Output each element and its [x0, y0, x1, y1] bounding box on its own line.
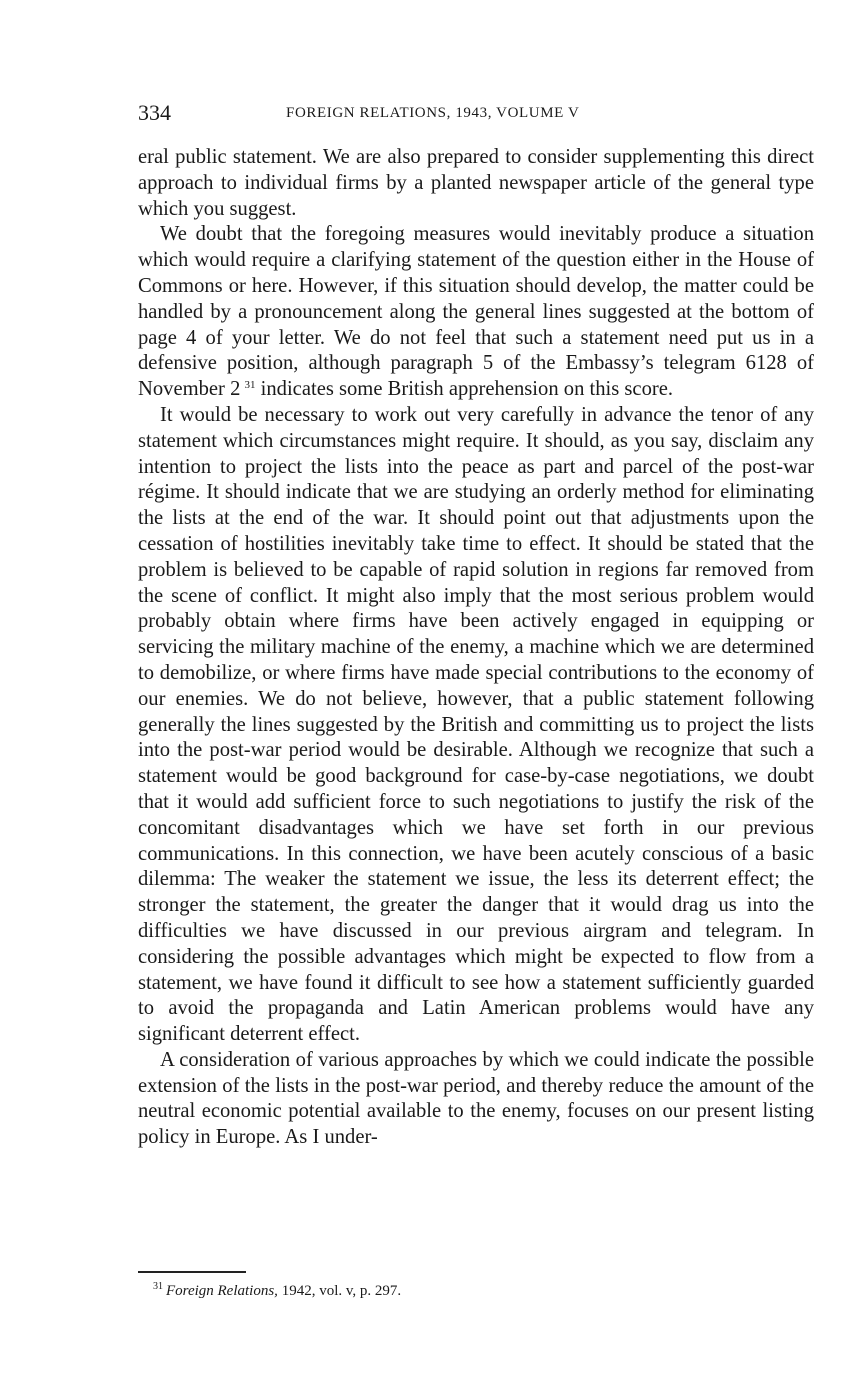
footnote	[153, 1281, 401, 1300]
footnote-reference[interactable]: 31	[244, 379, 256, 392]
paragraph-1: eral public statement. We are also prepared to consider supplementing this direct approach to individual firms by a planted newspaper article of the general type which you suggest.	[138, 146, 814, 220]
body-text	[138, 145, 814, 1151]
footnote-citation: 1942, vol. v, p. 297.	[277, 1283, 402, 1299]
page-header	[138, 100, 814, 126]
page-number: 334	[138, 100, 171, 125]
footnote-source-title: Foreign Relations,	[166, 1283, 278, 1299]
paragraph-2	[138, 222, 814, 403]
running-head: FOREIGN RELATIONS, 1943, VOLUME V	[286, 105, 580, 121]
paragraph-3: It would be necessary to work out very carefully in advance the tenor of any statement which circumstances might require. It should, as you say, disclaim any intention to project the lists into the peace as part and parcel of the post-war régime. It should indicate that we are studying an orderly method for eliminating the lists at the end of the war. It should point out that adjustments upon the cessation of hostilities inevitably take time to effect. It should be stated that the problem is believed to be capable of rapid solution in regions far removed from the scene of conflict. It might also imply that the most serious problem would probably obtain where firms have been actively engaged in equipping or servicing the military machine of the enemy, a machine which we are determined to demobilize, or where firms have made special contributions to the economy of our enemies. We do not believe, however, that a public statement following generally the lines suggested by the British and committing us to project the lists into the post-war period would be desirable. Although we recognize that such a statement would be good background for case-by-case negotiations, we doubt that it would add sufficient force to such negotiations to justify the risk of the concomitant disadvantages which we have set forth in our previous communications. In this connection, we have been acutely conscious of a basic dilemma: The weaker the statement we issue, the less its deterrent effect; the stronger the statement, the greater the danger that it would drag us into the difficulties we have discussed in our previous airgram and telegram. In considering the possible advantages which might be expected to flow from a statement, we have found it difficult to see how a statement sufficiently guarded to avoid the propaganda and Latin American problems would have any significant deterrent effect.	[138, 403, 814, 1046]
footnote-mark: 31	[153, 1281, 163, 1292]
paragraph-2-text-before-ref: We doubt that the foregoing measures would inevitably produce a situation which would require a clarifying statement of the question either in the House of Commons or here. However, if this situation should develop, the matter could be handled by a pronouncement along the general lines suggested at the bottom of page 4 of your letter. We do not feel that such a statement need put us in a defensive position, although paragraph 5 of the Embassy’s telegram 6128 of November 2	[138, 223, 814, 401]
paragraph-4: A consideration of various approaches by which we could indicate the possible extension of the lists in the post-war period, and thereby reduce the amount of the neutral economic potential available to the enemy, focuses on our present listing policy in Europe. As I under-	[138, 1048, 814, 1149]
footnote-divider	[138, 1271, 246, 1273]
paragraph-2-text-after-ref: indicates some British apprehension on this score.	[255, 378, 674, 401]
